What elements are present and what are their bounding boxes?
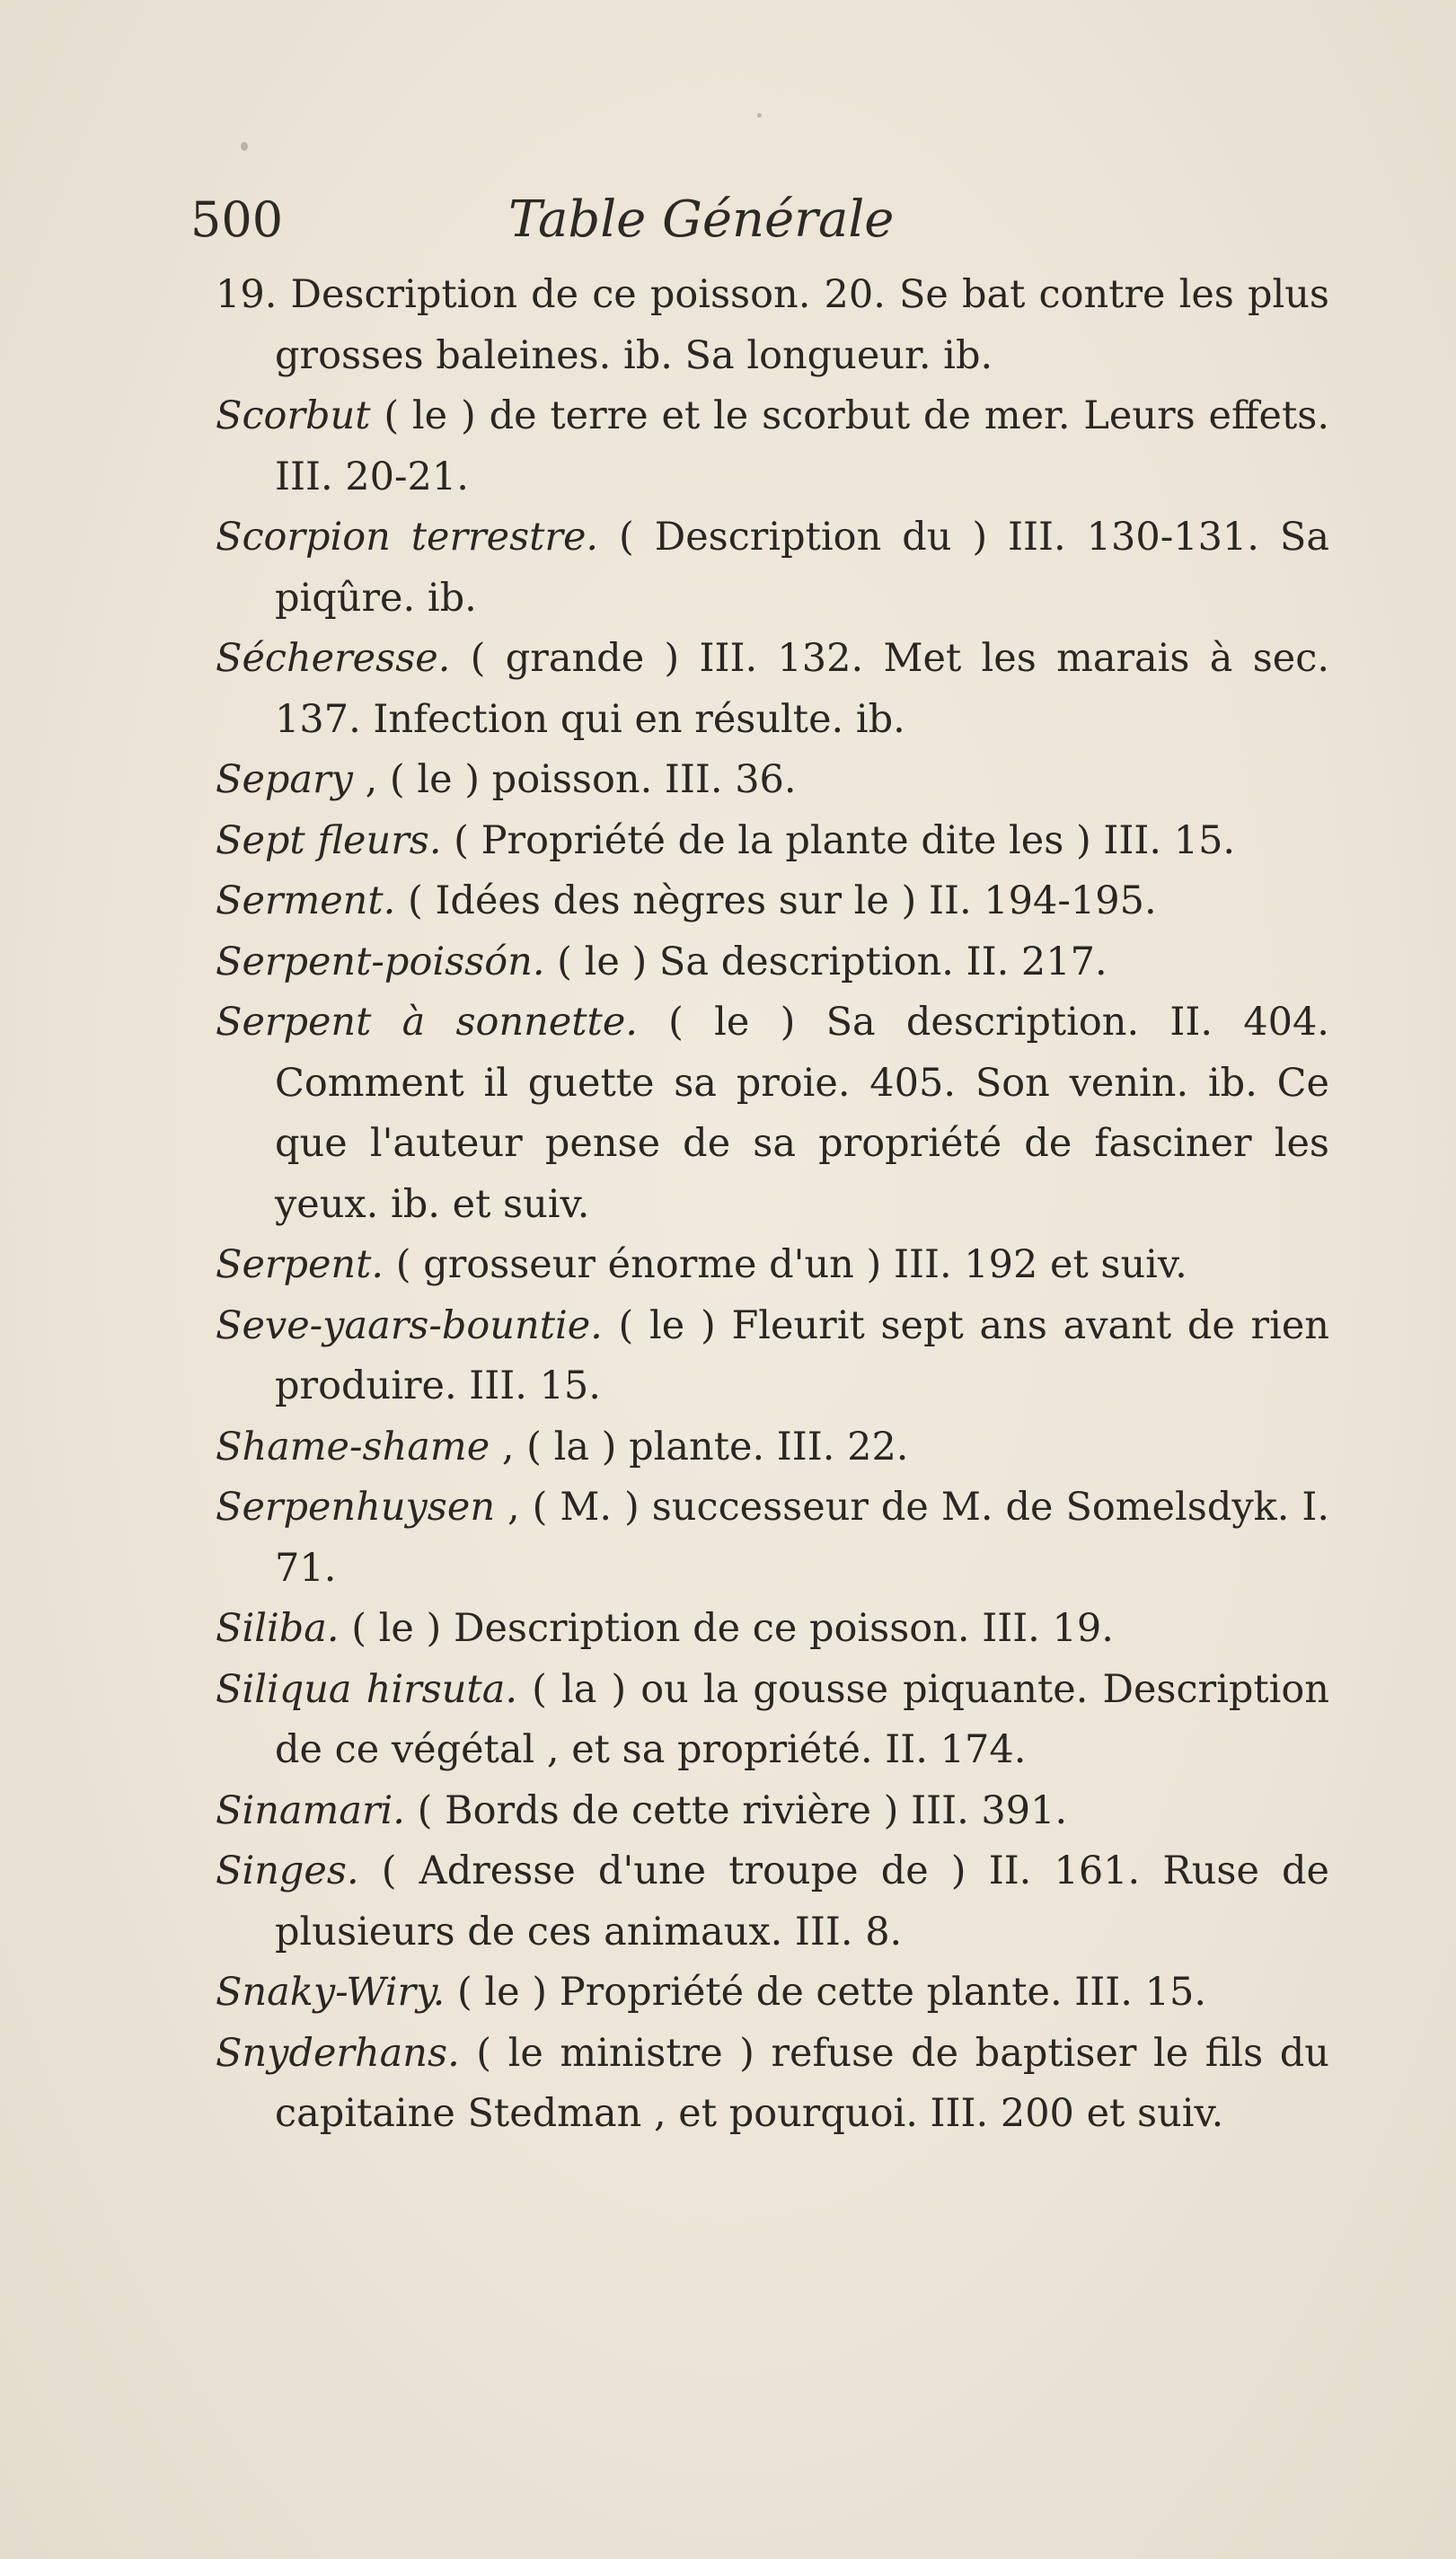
entry-term: Snaky-Wiry. bbox=[216, 1970, 446, 2015]
running-title: Table Générale bbox=[508, 190, 895, 249]
entry-term: Sept fleurs. bbox=[216, 817, 442, 863]
entry-term: Scorpion terrestre. bbox=[216, 515, 599, 560]
ink-speck bbox=[241, 142, 248, 151]
index-entry bbox=[216, 750, 1329, 811]
entry-term: Scorbut bbox=[216, 393, 371, 438]
entry-text: ( grosseur énorme d'un ) III. 192 et suiv. bbox=[384, 1242, 1187, 1287]
entry-term: Shame-shame bbox=[216, 1424, 490, 1469]
index-entry bbox=[216, 1599, 1329, 1660]
entry-text: ( le ) Fleurit sept ans avant de rien produire. III. 15. bbox=[275, 1302, 1329, 1408]
entry-text: ( le ) Sa description. II. 217. bbox=[544, 939, 1107, 984]
entry-term: Sécheresse. bbox=[216, 636, 451, 681]
entry-text: ( Bords de cette rivière ) III. 391. bbox=[404, 1787, 1068, 1833]
entry-text: , ( le ) poisson. III. 36. bbox=[352, 757, 797, 802]
index-entry bbox=[216, 871, 1329, 932]
entry-text: , ( la ) plante. III. 22. bbox=[490, 1424, 909, 1469]
index-entry bbox=[216, 1660, 1329, 1781]
entry-text: ( le ) de terre et le scorbut de mer. Leurs effets. III. 20-21. bbox=[275, 393, 1329, 499]
index-entry bbox=[216, 1478, 1329, 1599]
entry-text: ( le ministre ) refuse de baptiser le fils du capitaine Stedman , et pourquoi. III. 200 et suiv. bbox=[275, 2030, 1329, 2136]
entry-text: ( Adresse d'une troupe de ) II. 161. Ruse de plusieurs de ces animaux. III. 8. bbox=[275, 1849, 1329, 1955]
index-entry bbox=[216, 1841, 1329, 1963]
entry-term: Serpent-poissón. bbox=[216, 939, 545, 984]
page-header bbox=[190, 184, 1276, 256]
entry-term: Sinamari. bbox=[216, 1787, 405, 1833]
page-number: 500 bbox=[190, 191, 284, 248]
index-entries bbox=[216, 265, 1329, 2145]
entry-term: Serment. bbox=[216, 878, 396, 923]
entry-text: , ( M. ) successeur de M. de Somelsdyk. I. 71. bbox=[275, 1485, 1329, 1591]
index-entry bbox=[216, 265, 1329, 386]
index-entry bbox=[216, 1235, 1329, 1296]
index-entry bbox=[216, 386, 1329, 507]
entry-term: Serpent. bbox=[216, 1242, 384, 1287]
index-entry bbox=[216, 1296, 1329, 1417]
index-entry bbox=[216, 993, 1329, 1235]
index-entry bbox=[216, 811, 1329, 872]
entry-text: ( le ) Description de ce poisson. III. 19. bbox=[339, 1606, 1114, 1651]
index-entry bbox=[216, 629, 1329, 750]
index-entry bbox=[216, 507, 1329, 629]
entry-text: ( le ) Propriété de cette plante. III. 15. bbox=[445, 1970, 1206, 2015]
entry-text: ( la ) ou la gousse piquante. Description de ce végétal , et sa propriété. II. 174. bbox=[275, 1666, 1329, 1772]
index-entry bbox=[216, 2024, 1329, 2145]
entry-text: ( grande ) III. 132. Met les marais à sec. 137. Infection qui en résulte. ib. bbox=[275, 636, 1329, 742]
entry-term: Siliqua hirsuta. bbox=[216, 1666, 517, 1712]
entry-term: Snyderhans. bbox=[216, 2030, 460, 2076]
entry-text: ( Idées des nègres sur le ) II. 194-195. bbox=[395, 878, 1157, 923]
ink-speck bbox=[757, 113, 762, 118]
entry-term: Serpenhuysen bbox=[216, 1485, 496, 1530]
entry-text: ( le ) Sa description. II. 404. Comment il guette sa proie. 405. Son venin. ib. Ce que l'auteur pense de sa propriété de fasciner les yeux. ib. et suiv. bbox=[275, 1000, 1329, 1227]
entry-text: ( Description du ) III. 130-131. Sa piqûre. ib. bbox=[275, 515, 1329, 621]
index-entry bbox=[216, 1781, 1329, 1842]
entry-term: Serpent à sonnette. bbox=[216, 1000, 638, 1045]
index-entry bbox=[216, 1417, 1329, 1478]
entry-term: Siliba. bbox=[216, 1606, 340, 1651]
entry-term: Separy bbox=[216, 757, 353, 802]
index-entry bbox=[216, 932, 1329, 993]
entry-text: ( Propriété de la plante dite les ) III. 15. bbox=[441, 817, 1236, 863]
entry-term: Singes. bbox=[216, 1849, 359, 1893]
entry-text: 19. Description de ce poisson. 20. Se bat contre les plus grosses baleines. ib. Sa longueur. ib. bbox=[216, 272, 1329, 378]
index-entry bbox=[216, 1963, 1329, 2024]
entry-term: Seve-yaars-bountie. bbox=[216, 1302, 603, 1348]
